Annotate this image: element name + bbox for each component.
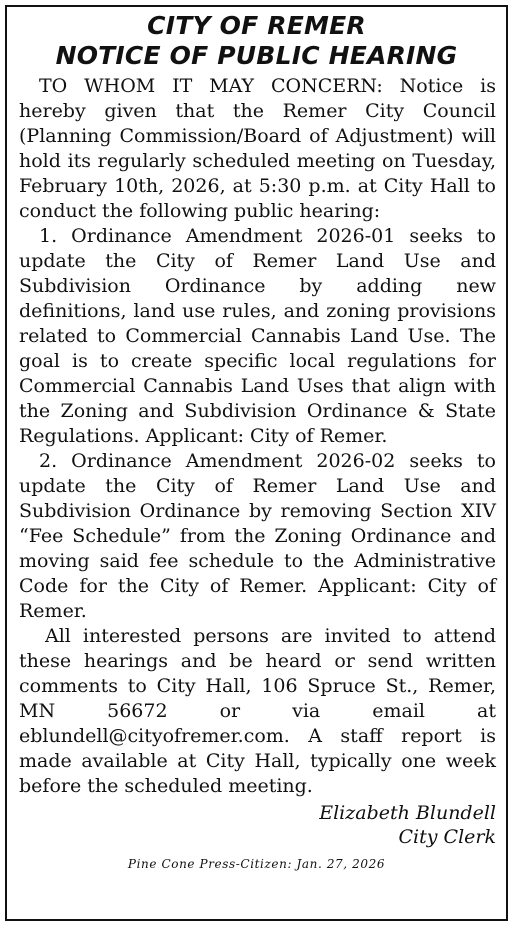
hearing-item-2: 2. Ordinance Amendment 2026-02 seeks to update the City of Remer Land Use and Subdivision Ordinance by removing Section XIV “Fee Schedule” from the Zoning Ordinance and moving said fee schedule to the Administrative Code for the City of Remer. Applicant: City of Remer.: [19, 450, 496, 622]
hearing-item-1: 1. Ordinance Amendment 2026-01 seeks to update the City of Remer Land Use and Subdivision Ordinance by adding new definitions, land use rules, and zoning provisions related to Commercial Cannabis Land Use. The goal is to create specific local regulations for Commercial Cannabis Land Uses that align with the Zoning and Subdivision Ordinance & State Regulations. Applicant: City of Remer.: [19, 225, 496, 447]
intro-paragraph: TO WHOM IT MAY CONCERN: Notice is hereby given that the Remer City Council (Planning Commission/Board of Adjustment) will hold its regularly scheduled meeting on Tuesday, February 10th, 2026, at 5:30 p.m. at City Hall to conduct the following public hearing:: [19, 75, 496, 222]
signature-block: [7, 801, 506, 849]
title-notice: NOTICE OF PUBLIC HEARING: [55, 41, 458, 70]
notice-body: [7, 71, 506, 799]
publication-line: Pine Cone Press-Citizen: Jan. 27, 2026: [127, 857, 386, 871]
closing-paragraph: All interested persons are invited to attend these hearings and be heard or send written comments to City Hall, 106 Spruce St., Remer, MN 56672 or via email at eblundell@cityofremer.com. A staff report is made available at City Hall, typically one week before the scheduled meeting.: [19, 625, 496, 797]
public-notice: [5, 5, 508, 921]
signature-title: City Clerk: [398, 826, 496, 848]
title-city: CITY OF REMER: [147, 11, 366, 40]
signature-name: Elizabeth Blundell: [319, 802, 496, 824]
notice-title: [7, 11, 506, 71]
